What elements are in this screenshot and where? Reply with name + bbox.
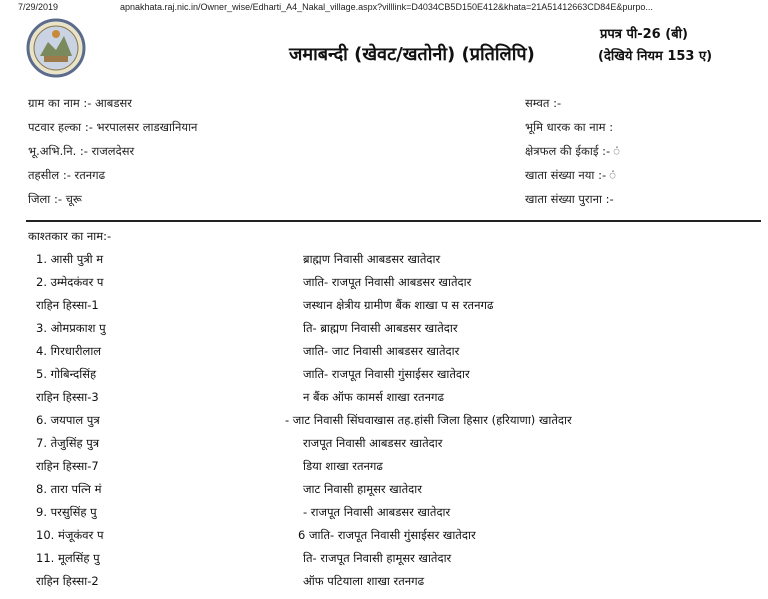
field-patwar-halka: पटवार हल्का :- भरपालसर लाडखानियान <box>28 120 198 134</box>
state-emblem-icon <box>26 18 86 78</box>
field-land-record-office: भू.अभि.नि. :- राजलदेसर <box>28 144 135 158</box>
entry-left: 11. मूलसिंह पु <box>36 551 100 565</box>
entry-right: न बैंक ऑफ कामर्स शाखा रतनगढ <box>303 390 444 404</box>
entry-right: ब्राह्मण निवासी आबडसर खातेदार <box>303 252 441 266</box>
document-title: जमाबन्दी (खेवट/खतोनी) (प्रतिलिपि) <box>289 44 535 65</box>
entry-right: जस्थान क्षेत्रीय ग्रामीण बैंक शाखा प स रतनगढ <box>303 298 494 312</box>
section-divider <box>26 220 761 222</box>
entry-left: 1. आसी पुत्री म <box>36 252 104 266</box>
entry-left: 10. मंजूकंवर प <box>36 528 104 542</box>
entry-right: जाट निवासी हामूसर खातेदार <box>303 482 422 496</box>
entry-right: राजपूत निवासी आबडसर खातेदार <box>303 436 443 450</box>
field-area-unit: क्षेत्रफल की ईकाई :- ं <box>525 144 620 158</box>
cultivator-heading: काश्तकार का नाम:- <box>28 229 112 243</box>
entry-left: राहिन हिस्सा-1 <box>36 298 99 312</box>
entry-left: 4. गिरधारीलाल <box>36 344 102 358</box>
entry-right: जाति- राजपूत निवासी गुंसाईसर खातेदार <box>303 367 470 381</box>
field-tehsil: तहसील :- रतनगढ <box>28 168 106 182</box>
entry-left: 7. तेजुसिंह पुत्र <box>36 436 100 450</box>
field-samvat: सम्वत :- <box>525 96 562 110</box>
entry-right: ति- ब्राह्मण निवासी आबडसर खातेदार <box>303 321 458 335</box>
entry-right: जाति- जाट निवासी आबडसर खातेदार <box>303 344 460 358</box>
entry-left: 2. उम्मेदकंवर प <box>36 275 104 289</box>
entry-left: 3. ओमप्रकाश पु <box>36 321 106 335</box>
print-date: 7/29/2019 <box>18 2 59 12</box>
entry-right: ति- राजपूत निवासी हामूसर खातेदार <box>303 551 452 565</box>
field-land-holder: भूमि धारक का नाम : <box>525 120 614 134</box>
entry-left: राहिन हिस्सा-2 <box>36 574 99 588</box>
entry-left: 9. परसुसिंह पु <box>36 505 97 519</box>
entry-right: - जाट निवासी सिंघवाखास तह.हांसी जिला हिसार (हरियाणा) खातेदार <box>285 413 572 427</box>
form-number: प्रपत्र पी-26 (बी) <box>600 27 688 42</box>
entry-right: जाति- राजपूत निवासी आबडसर खातेदार <box>303 275 472 289</box>
entry-left: 6. जयपाल पुत्र <box>36 413 100 427</box>
field-village: ग्राम का नाम :- आबडसर <box>28 96 132 110</box>
rule-reference: (देखिये नियम 153 ए) <box>598 49 713 64</box>
entry-left: 5. गोबिन्दसिंह <box>36 367 97 381</box>
entry-left: राहिन हिस्सा-7 <box>36 459 99 473</box>
entry-right: 6 जाति- राजपूत निवासी गुंसाईसर खातेदार <box>298 528 476 542</box>
entry-right: डिया शाखा रतनगढ <box>303 459 383 473</box>
field-khata-new: खाता संख्या नया :- ं <box>525 168 616 182</box>
entry-right: - राजपूत निवासी आबडसर खातेदार <box>303 505 451 519</box>
print-url: apnakhata.raj.nic.in/Owner_wise/Edharti_A4_Nakal_village.aspx?villlink=D4034CB5D150E412&khata=21A51412663CD84E&purpo... <box>120 2 653 12</box>
entry-right: ऑफ पटियाला शाखा रतनगढ <box>303 574 425 588</box>
entry-left: 8. तारा पत्नि मं <box>36 482 102 496</box>
field-district: जिला :- चूरू <box>28 192 82 206</box>
field-khata-old: खाता संख्या पुराना :- <box>525 192 614 206</box>
entry-left: राहिन हिस्सा-3 <box>36 390 99 404</box>
